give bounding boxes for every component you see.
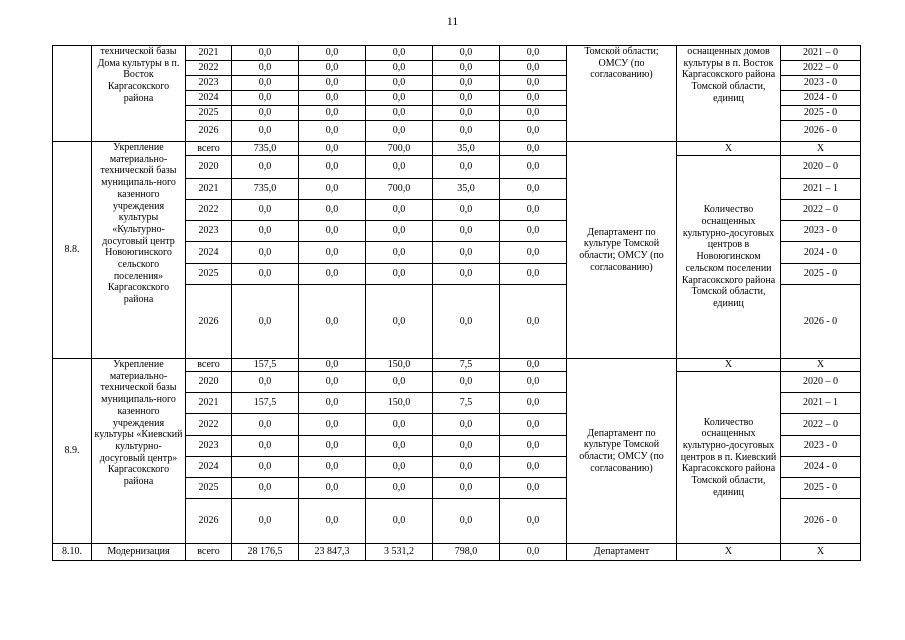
amount-cell: 0,0 <box>433 242 500 264</box>
amount-cell: 0,0 <box>232 285 299 359</box>
amount-cell: 0,0 <box>232 46 299 61</box>
year-cell: 2021 <box>186 179 232 200</box>
year-cell: 2024 <box>186 242 232 264</box>
amount-cell: 0,0 <box>433 285 500 359</box>
year-cell: 2023 <box>186 221 232 242</box>
amount-cell: 0,0 <box>299 499 366 544</box>
item-number-cell <box>53 46 92 142</box>
amount-cell: 0,0 <box>366 156 433 179</box>
target-value-cell: 2022 – 0 <box>781 414 861 436</box>
total-amount-cell: 700,0 <box>366 142 433 156</box>
amount-cell: 0,0 <box>500 285 567 359</box>
item-number: 8.10. <box>53 544 92 561</box>
target-value-cell: 2020 – 0 <box>781 156 861 179</box>
amount-cell: 0,0 <box>299 478 366 499</box>
responsible-cell: Департамент <box>567 544 677 561</box>
amount-cell: 0,0 <box>500 156 567 179</box>
amount-cell: 0,0 <box>366 372 433 393</box>
total-amount-cell: 3 531,2 <box>366 544 433 561</box>
indicator-cell: Количество оснащенных культурно-досуговых центров в п. Киевский Каргасокского района Томской области, единиц <box>677 372 781 544</box>
amount-cell: 0,0 <box>232 156 299 179</box>
amount-cell: 0,0 <box>232 221 299 242</box>
amount-cell: 7,5 <box>433 393 500 414</box>
amount-cell: 0,0 <box>299 393 366 414</box>
responsible-cell: Томской области; ОМСУ (по согласованию) <box>567 46 677 142</box>
target-value-cell: 2023 - 0 <box>781 76 861 91</box>
total-amount-cell: 23 847,3 <box>299 544 366 561</box>
total-amount-cell: 35,0 <box>433 142 500 156</box>
amount-cell: 0,0 <box>299 414 366 436</box>
target-value-cell: 2022 – 0 <box>781 61 861 76</box>
total-amount-cell: 0,0 <box>299 142 366 156</box>
year-cell: 2025 <box>186 264 232 285</box>
amount-cell: 0,0 <box>299 46 366 61</box>
amount-cell: 0,0 <box>299 221 366 242</box>
amount-cell: 0,0 <box>366 76 433 91</box>
amount-cell: 0,0 <box>500 91 567 106</box>
target-value-cell: 2024 - 0 <box>781 91 861 106</box>
amount-cell: 0,0 <box>433 372 500 393</box>
item-number: 8.8. <box>53 142 92 359</box>
amount-cell: 0,0 <box>433 221 500 242</box>
amount-cell: 0,0 <box>232 200 299 221</box>
target-value-cell: 2025 - 0 <box>781 106 861 121</box>
total-amount-cell: 7,5 <box>433 359 500 372</box>
indicator-cell: Количество оснащенных культурно-досуговых центров в Новоюгинском сельском поселении Каргасокского района Томской области, единиц <box>677 156 781 359</box>
total-amount-cell: 798,0 <box>433 544 500 561</box>
amount-cell: 0,0 <box>366 61 433 76</box>
total-amount-cell: 157,5 <box>232 359 299 372</box>
amount-cell: 0,0 <box>500 264 567 285</box>
item-name: Модернизация <box>92 544 186 561</box>
amount-cell: 0,0 <box>433 457 500 478</box>
amount-cell: 0,0 <box>500 221 567 242</box>
year-cell: 2022 <box>186 414 232 436</box>
amount-cell: 0,0 <box>232 91 299 106</box>
year-cell: 2023 <box>186 76 232 91</box>
amount-cell: 0,0 <box>500 372 567 393</box>
amount-cell: 0,0 <box>232 264 299 285</box>
indicator-cell: оснащенных домов культуры в п. Восток Каргасокского района Томской области, единиц <box>677 46 781 142</box>
year-cell: 2020 <box>186 372 232 393</box>
amount-cell: 150,0 <box>366 393 433 414</box>
amount-cell: 0,0 <box>299 436 366 457</box>
table-row <box>53 142 861 156</box>
amount-cell: 0,0 <box>232 121 299 142</box>
amount-cell: 0,0 <box>500 121 567 142</box>
amount-cell: 0,0 <box>433 200 500 221</box>
amount-cell: 0,0 <box>500 46 567 61</box>
year-cell: 2026 <box>186 121 232 142</box>
year-cell: 2026 <box>186 285 232 359</box>
amount-cell: 0,0 <box>299 91 366 106</box>
amount-cell: 0,0 <box>232 414 299 436</box>
amount-cell: 0,0 <box>232 457 299 478</box>
year-cell: 2020 <box>186 156 232 179</box>
table-row <box>53 544 861 561</box>
responsible-cell: Департамент по культуре Томской области; ОМСУ (по согласованию) <box>567 142 677 359</box>
amount-cell: 0,0 <box>232 478 299 499</box>
amount-cell: 0,0 <box>500 414 567 436</box>
amount-cell: 0,0 <box>232 242 299 264</box>
total-amount-cell: 0,0 <box>500 359 567 372</box>
target-value-cell: 2021 – 0 <box>781 46 861 61</box>
amount-cell: 0,0 <box>232 499 299 544</box>
amount-cell: 700,0 <box>366 179 433 200</box>
item-name: технической базы Дома культуры в п. Восток Каргасокского района <box>92 46 186 142</box>
table-row <box>53 359 861 372</box>
amount-cell: 0,0 <box>366 499 433 544</box>
amount-cell: 0,0 <box>500 106 567 121</box>
total-amount-cell: 0,0 <box>500 142 567 156</box>
year-cell: 2024 <box>186 457 232 478</box>
amount-cell: 0,0 <box>366 46 433 61</box>
amount-cell: 0,0 <box>433 264 500 285</box>
target-x-cell: Х <box>781 142 861 156</box>
amount-cell: 0,0 <box>366 285 433 359</box>
target-value-cell: 2026 - 0 <box>781 121 861 142</box>
amount-cell: 0,0 <box>366 121 433 142</box>
indicator-x-cell: Х <box>677 544 781 561</box>
target-value-cell: 2024 - 0 <box>781 457 861 478</box>
amount-cell: 0,0 <box>500 200 567 221</box>
amount-cell: 0,0 <box>500 76 567 91</box>
amount-cell: 0,0 <box>299 76 366 91</box>
table-row <box>53 46 861 61</box>
amount-cell: 735,0 <box>232 179 299 200</box>
year-cell: 2024 <box>186 91 232 106</box>
responsible-cell: Департамент по культуре Томской области; ОМСУ (по согласованию) <box>567 359 677 544</box>
amount-cell: 0,0 <box>366 478 433 499</box>
amount-cell: 0,0 <box>299 242 366 264</box>
amount-cell: 0,0 <box>433 478 500 499</box>
target-value-cell: 2021 – 1 <box>781 179 861 200</box>
amount-cell: 0,0 <box>299 457 366 478</box>
amount-cell: 0,0 <box>299 285 366 359</box>
amount-cell: 0,0 <box>433 156 500 179</box>
year-cell: 2021 <box>186 393 232 414</box>
amount-cell: 0,0 <box>433 121 500 142</box>
amount-cell: 0,0 <box>299 121 366 142</box>
amount-cell: 0,0 <box>299 156 366 179</box>
target-x-cell: Х <box>781 359 861 372</box>
amount-cell: 0,0 <box>500 242 567 264</box>
amount-cell: 0,0 <box>366 414 433 436</box>
amount-cell: 0,0 <box>299 106 366 121</box>
target-value-cell: 2024 - 0 <box>781 242 861 264</box>
amount-cell: 0,0 <box>299 264 366 285</box>
amount-cell: 0,0 <box>433 46 500 61</box>
amount-cell: 35,0 <box>433 179 500 200</box>
total-amount-cell: 28 176,5 <box>232 544 299 561</box>
amount-cell: 0,0 <box>366 91 433 106</box>
amount-cell: 0,0 <box>433 91 500 106</box>
amount-cell: 0,0 <box>366 457 433 478</box>
amount-cell: 0,0 <box>366 436 433 457</box>
total-label: всего <box>186 142 232 156</box>
item-name: Укрепление материально-технической базы муниципаль-ного казенного учреждения культуры «Культурно-досуговый центр Новоюгинского сельского поселения» Каргасокского района <box>92 142 186 359</box>
total-label: всего <box>186 359 232 372</box>
amount-cell: 0,0 <box>433 106 500 121</box>
year-cell: 2025 <box>186 106 232 121</box>
target-value-cell: 2023 - 0 <box>781 221 861 242</box>
total-amount-cell: 0,0 <box>500 544 567 561</box>
amount-cell: 0,0 <box>500 393 567 414</box>
amount-cell: 0,0 <box>500 499 567 544</box>
year-cell: 2022 <box>186 61 232 76</box>
target-value-cell: 2021 – 1 <box>781 393 861 414</box>
amount-cell: 0,0 <box>433 499 500 544</box>
target-value-cell: 2026 - 0 <box>781 499 861 544</box>
amount-cell: 0,0 <box>366 106 433 121</box>
amount-cell: 0,0 <box>366 264 433 285</box>
amount-cell: 0,0 <box>299 200 366 221</box>
amount-cell: 0,0 <box>366 221 433 242</box>
amount-cell: 0,0 <box>232 436 299 457</box>
amount-cell: 0,0 <box>433 61 500 76</box>
indicator-x-cell: Х <box>677 359 781 372</box>
amount-cell: 0,0 <box>500 179 567 200</box>
total-amount-cell: 735,0 <box>232 142 299 156</box>
page-number: 11 <box>446 14 459 28</box>
amount-cell: 0,0 <box>232 76 299 91</box>
amount-cell: 0,0 <box>500 457 567 478</box>
item-number: 8.9. <box>53 359 92 544</box>
item-name: Укрепление материально-технической базы муниципаль-ного казенного учреждения культуры «Киевский культурно-досуговый центр» Каргасокского района <box>92 359 186 544</box>
target-value-cell: 2025 - 0 <box>781 478 861 499</box>
amount-cell: 0,0 <box>366 242 433 264</box>
year-cell: 2026 <box>186 499 232 544</box>
target-x-cell: Х <box>781 544 861 561</box>
total-amount-cell: 150,0 <box>366 359 433 372</box>
amount-cell: 0,0 <box>299 61 366 76</box>
budget-table <box>52 45 861 561</box>
target-value-cell: 2026 - 0 <box>781 285 861 359</box>
amount-cell: 0,0 <box>299 179 366 200</box>
amount-cell: 157,5 <box>232 393 299 414</box>
amount-cell: 0,0 <box>232 372 299 393</box>
year-cell: 2021 <box>186 46 232 61</box>
year-cell: 2022 <box>186 200 232 221</box>
amount-cell: 0,0 <box>500 436 567 457</box>
target-value-cell: 2025 - 0 <box>781 264 861 285</box>
year-cell: 2025 <box>186 478 232 499</box>
amount-cell: 0,0 <box>232 106 299 121</box>
target-value-cell: 2023 - 0 <box>781 436 861 457</box>
amount-cell: 0,0 <box>366 200 433 221</box>
amount-cell: 0,0 <box>433 436 500 457</box>
total-amount-cell: 0,0 <box>299 359 366 372</box>
amount-cell: 0,0 <box>433 414 500 436</box>
amount-cell: 0,0 <box>232 61 299 76</box>
year-cell: 2023 <box>186 436 232 457</box>
indicator-x-cell: Х <box>677 142 781 156</box>
amount-cell: 0,0 <box>433 76 500 91</box>
amount-cell: 0,0 <box>500 61 567 76</box>
target-value-cell: 2022 – 0 <box>781 200 861 221</box>
amount-cell: 0,0 <box>299 372 366 393</box>
total-label: всего <box>186 544 232 561</box>
target-value-cell: 2020 – 0 <box>781 372 861 393</box>
amount-cell: 0,0 <box>500 478 567 499</box>
